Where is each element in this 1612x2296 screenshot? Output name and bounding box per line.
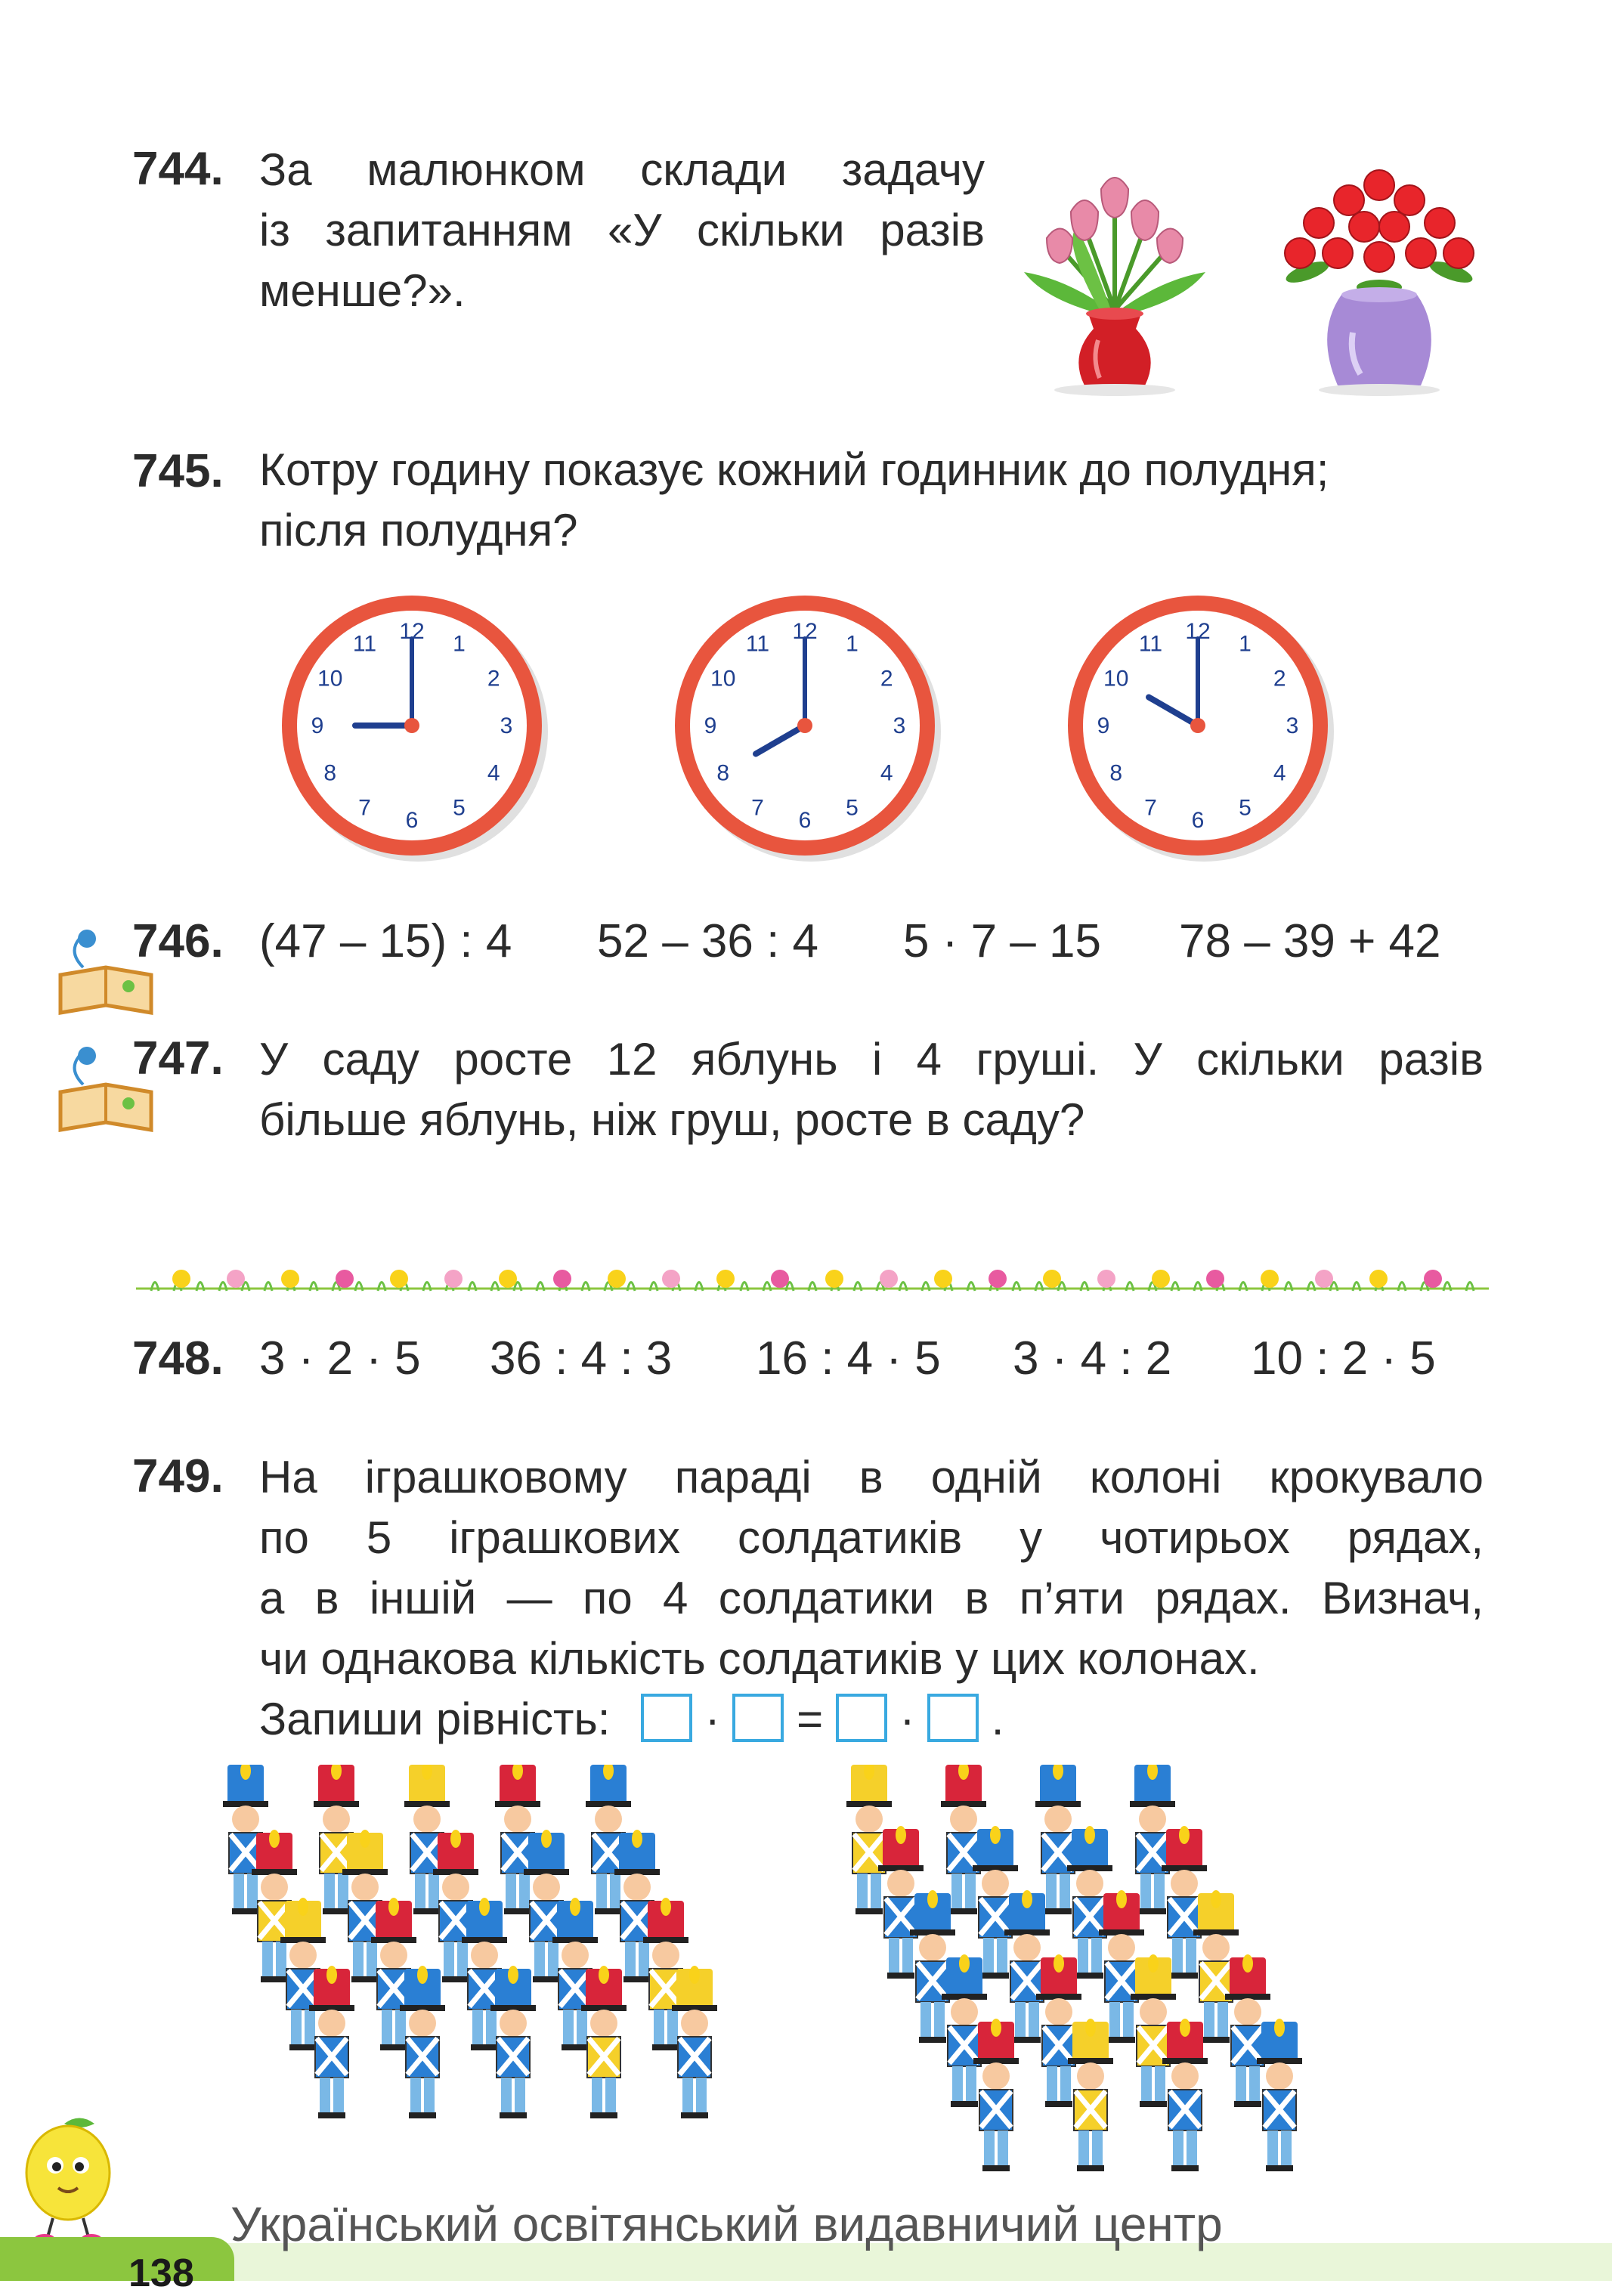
clock-numeral: 3: [500, 713, 513, 738]
tulips-vase-illustration: [1016, 159, 1213, 401]
toy-soldier-icon: [309, 1966, 354, 2118]
flower-icon: [553, 1270, 571, 1288]
task-748-expression: 3 · 4 : 2: [1013, 1332, 1172, 1385]
clock-numeral: 10: [317, 666, 343, 692]
chick-icon: [716, 1270, 735, 1288]
chick-icon: [1369, 1270, 1388, 1288]
task-748-expression: 10 : 2 · 5: [1251, 1332, 1436, 1385]
task-747-line: більше яблунь, ніж груш, росте в саду?: [259, 1094, 1085, 1145]
task-744-text: [259, 140, 985, 321]
clock-numeral: 11: [745, 631, 770, 657]
toy-soldier-icon: [1068, 2019, 1113, 2171]
task-744-line: менше?».: [259, 265, 466, 316]
clock-numeral: 2: [880, 666, 893, 692]
toy-soldier-icon: [672, 1966, 717, 2118]
flower-icon: [1206, 1270, 1224, 1288]
chick-icon: [281, 1270, 299, 1288]
flower-icon: [1424, 1270, 1442, 1288]
task-749-line: На іграшковому параді в одній колоні крокувало: [259, 1452, 1484, 1502]
answer-box[interactable]: [732, 1694, 784, 1742]
clock-numeral: 8: [323, 760, 337, 786]
answer-box[interactable]: [927, 1694, 979, 1742]
toy-soldier-icon: [490, 1966, 536, 2118]
equation-row: [259, 1689, 1484, 1750]
clock-numeral: 1: [1239, 631, 1252, 657]
chick-icon: [499, 1270, 517, 1288]
chick-icon: [1043, 1270, 1061, 1288]
lemon-mascot-icon: [11, 2116, 125, 2248]
flower-icon: [989, 1270, 1007, 1288]
task-747-text: [259, 1029, 1484, 1150]
flower-icon: [1097, 1270, 1115, 1288]
clock-numeral: 4: [487, 760, 500, 786]
clock-numeral: 2: [1273, 666, 1286, 692]
clock-numeral: 2: [487, 666, 500, 692]
flower-icon: [336, 1270, 354, 1288]
flower-icon: [227, 1270, 245, 1288]
task-747-line: У саду росте 12 яблунь і 4 груші. У скільки разів: [259, 1034, 1484, 1085]
answer-box[interactable]: [836, 1694, 887, 1742]
flower-icon: [1315, 1270, 1333, 1288]
clock-center: [797, 718, 812, 733]
clock-numeral: 10: [710, 666, 736, 692]
multiply-sign: ·: [899, 1694, 915, 1744]
clock-numeral: 8: [1109, 760, 1123, 786]
clock-2: [661, 582, 948, 869]
task-749-number: 749.: [132, 1450, 224, 1502]
period: .: [991, 1694, 1004, 1744]
clock-numeral: 12: [1185, 619, 1211, 644]
toy-soldier-icon: [581, 1966, 627, 2118]
task-746-expression: 78 – 39 + 42: [1179, 915, 1441, 967]
clock-numeral: 9: [1097, 713, 1110, 738]
publisher-text: Український освітянський видавничий центр: [231, 2197, 1223, 2251]
task-747-number: 747.: [132, 1032, 224, 1085]
clock-numeral: 10: [1103, 666, 1129, 692]
clock-numeral: 1: [453, 631, 466, 657]
chick-icon: [934, 1270, 952, 1288]
flower-icon: [662, 1270, 680, 1288]
clock-center: [1190, 718, 1205, 733]
clock-numeral: 7: [358, 795, 371, 821]
multiply-sign: ·: [704, 1694, 720, 1744]
clock-numeral: 3: [1286, 713, 1299, 738]
clock-numeral: 5: [453, 795, 466, 821]
clock-numeral: 5: [1239, 795, 1252, 821]
task-745-line: після полудня?: [259, 505, 578, 555]
clock-numeral: 9: [311, 713, 324, 738]
equals-sign: =: [797, 1694, 824, 1744]
task-744-line: За малюнком склади задачу: [259, 144, 985, 195]
clock-numeral: 7: [1144, 795, 1157, 821]
task-749-line: а в іншій — по 4 солдатики в п’яти рядах. Визнач,: [259, 1573, 1484, 1623]
page-number: 138: [128, 2251, 194, 2295]
clock-numeral: 12: [399, 619, 425, 644]
task-745-number: 745.: [132, 445, 224, 497]
clock-numeral: 4: [880, 760, 893, 786]
flower-icon: [771, 1270, 789, 1288]
task-744-number: 744.: [132, 143, 224, 195]
clock-numeral: 3: [893, 713, 906, 738]
flower-icon: [444, 1270, 463, 1288]
chick-icon: [172, 1270, 190, 1288]
chick-icon: [825, 1270, 843, 1288]
decorative-flower-border: [136, 1247, 1489, 1300]
task-749-line: по 5 іграшкових солдатиків у чотирьох рядах,: [259, 1512, 1484, 1563]
clock-3: [1054, 582, 1341, 869]
clock-numeral: 8: [716, 760, 730, 786]
task-749-line: чи однакова кількість солдатиків у цих колонах.: [259, 1633, 1260, 1684]
clock-numeral: 4: [1273, 760, 1286, 786]
clock-numeral: 1: [846, 631, 859, 657]
toy-soldier-icon: [1162, 2019, 1208, 2171]
equation-label: Запиши рівність:: [259, 1694, 611, 1744]
task-745-text: [259, 440, 1484, 561]
soldiers-column-right: [846, 1765, 1391, 2211]
chick-icon: [390, 1270, 408, 1288]
chick-icon: [1152, 1270, 1170, 1288]
toy-soldier-icon: [973, 2019, 1019, 2171]
clock-numeral: 7: [751, 795, 764, 821]
flower-icon: [880, 1270, 898, 1288]
clock-1: [268, 582, 555, 869]
task-748-expression: 3 · 2 · 5: [259, 1332, 421, 1385]
clock-center: [404, 718, 419, 733]
task-749-text: [259, 1447, 1484, 1750]
clock-numeral: 6: [798, 808, 812, 833]
task-744-line: із запитанням «У скільки разів: [259, 205, 985, 255]
toy-soldier-icon: [1257, 2019, 1302, 2171]
task-748-expression: 16 : 4 · 5: [756, 1332, 941, 1385]
soldiers-column-left: [223, 1765, 797, 2188]
clock-numeral: 9: [704, 713, 717, 738]
clock-numeral: 11: [352, 631, 377, 657]
task-748-expression: 36 : 4 : 3: [490, 1332, 673, 1385]
task-746-expression: (47 – 15) : 4: [259, 915, 512, 967]
task-746-expression: 52 – 36 : 4: [597, 915, 819, 967]
clock-numeral: 11: [1138, 631, 1163, 657]
task-748-number: 748.: [132, 1332, 224, 1385]
chick-icon: [608, 1270, 626, 1288]
clock-numeral: 5: [846, 795, 859, 821]
chick-icon: [1261, 1270, 1279, 1288]
toy-soldier-icon: [400, 1966, 445, 2118]
task-746-number: 746.: [132, 915, 224, 967]
task-745-line: Котру годину показує кожний годинник до полудня;: [259, 444, 1329, 495]
clock-numeral: 6: [1191, 808, 1205, 833]
task-746-expression: 5 · 7 – 15: [903, 915, 1101, 967]
clock-numeral: 12: [792, 619, 818, 644]
roses-vase-illustration: [1277, 159, 1481, 401]
footer-page-tab: [0, 2237, 234, 2281]
answer-box[interactable]: [641, 1694, 692, 1742]
clock-numeral: 6: [405, 808, 419, 833]
